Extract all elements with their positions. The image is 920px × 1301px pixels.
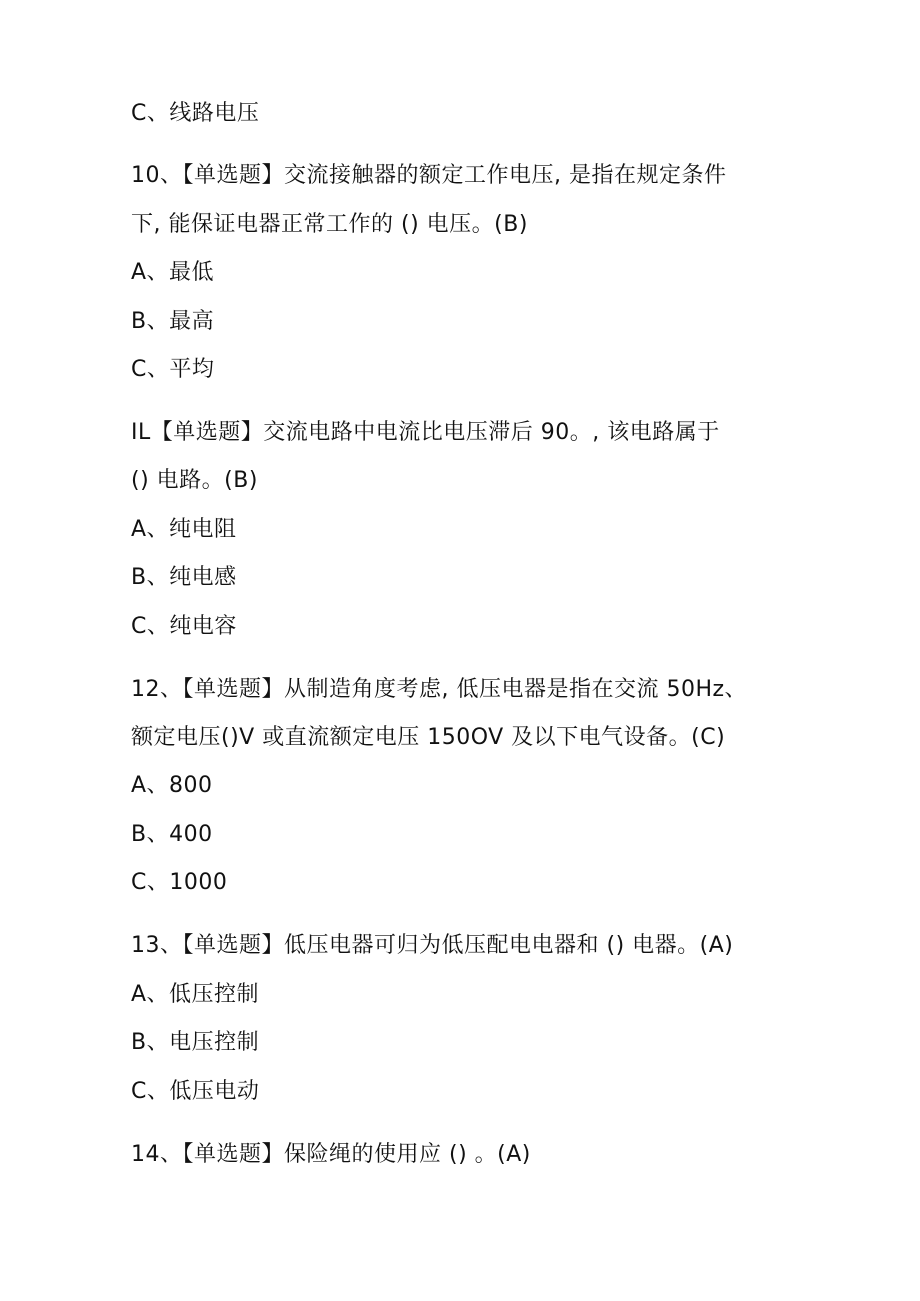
q10-stem-line-2: 下, 能保证电器正常工作的 () 电压。(B) xyxy=(131,212,528,237)
q13-stem: 13、【单选题】低压电器可归为低压配电电器和 () 电器。(A) xyxy=(131,933,734,958)
q13-option-a: A、低压控制 xyxy=(131,982,260,1007)
q12-stem-line-1: 12、【单选题】从制造角度考虑, 低压电器是指在交流 50Hz、 xyxy=(131,677,748,702)
q12-option-a: A、800 xyxy=(131,773,213,798)
q11-stem-line-2: () 电路。(B) xyxy=(131,468,258,493)
q11-option-c: C、纯电容 xyxy=(131,614,237,639)
q11-option-a: A、纯电阻 xyxy=(131,517,237,542)
q10-option-a: A、最低 xyxy=(131,260,215,285)
q11-option-b: B、纯电感 xyxy=(131,565,237,590)
q11-stem-line-1: IL【单选题】交流电路中电流比电压滞后 90。, 该电路属于 xyxy=(131,420,720,445)
q14-stem: 14、【单选题】保险绳的使用应 () 。(A) xyxy=(131,1142,531,1167)
q13-option-c: C、低压电动 xyxy=(131,1079,260,1104)
q13-option-b: B、电压控制 xyxy=(131,1030,260,1055)
q10-stem-line-1: 10、【单选题】交流接触器的额定工作电压, 是指在规定条件 xyxy=(131,163,727,188)
q12-option-b: B、400 xyxy=(131,822,213,847)
q12-option-c: C、1000 xyxy=(131,870,228,895)
q12-stem-line-2: 额定电压()V 或直流额定电压 150OV 及以下电气设备。(C) xyxy=(131,725,726,750)
q10-option-b: B、最高 xyxy=(131,309,215,334)
q10-option-c: C、平均 xyxy=(131,357,215,382)
q9-option-c: C、线路电压 xyxy=(131,101,260,126)
